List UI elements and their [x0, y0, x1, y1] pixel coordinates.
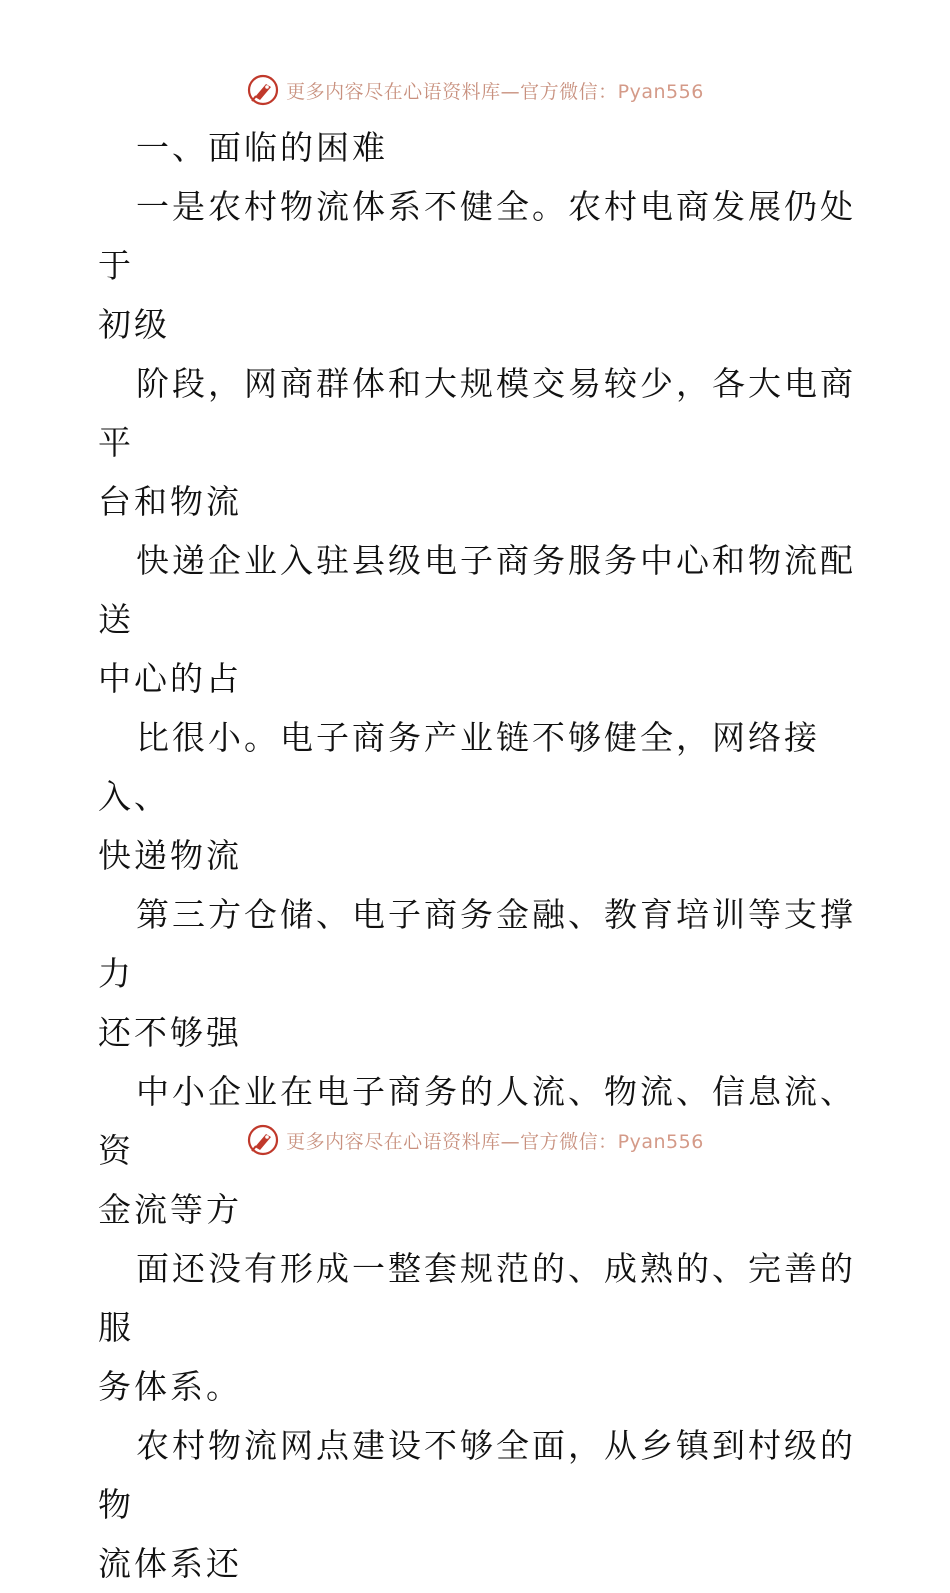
- header-watermark: [0, 70, 950, 110]
- watermark-handle: Pyan556: [617, 80, 704, 103]
- paragraph-line: 比很小。电子商务产业链不够健全，网络接入、 快递物流: [98, 718, 820, 875]
- document-body: [98, 118, 858, 1593]
- paragraph-line: 快递企业入驻县级电子商务服务中心和物流配送 中心的占: [98, 541, 856, 698]
- watermark-label: 更多内容尽在心语资料库—官方微信：: [286, 80, 618, 103]
- watermark-label: 更多内容尽在心语资料库—官方微信：: [286, 1130, 618, 1153]
- paragraph-line: 阶段，网商群体和大规模交易较少，各大电商平 台和物流: [98, 364, 856, 521]
- watermark-text: [286, 1127, 704, 1154]
- watermark-handle: Pyan556: [617, 1130, 704, 1153]
- pen-nib-logo-icon: [246, 73, 280, 107]
- footer-watermark: [0, 1120, 950, 1160]
- pen-nib-logo-icon: [246, 1123, 280, 1157]
- watermark-text: [286, 77, 704, 104]
- paragraph-line: 第三方仓储、电子商务金融、教育培训等支撑力 还不够强: [98, 895, 856, 1052]
- paragraph-line: 农村物流网点建设不够全面，从乡镇到村级的物 流体系还: [98, 1426, 856, 1583]
- paragraph-line: 面还没有形成一整套规范的、成熟的、完善的服 务体系。: [98, 1249, 856, 1406]
- paragraph-line: 中小企业在电子商务的人流、物流、信息流、资 金流等方: [98, 1072, 856, 1229]
- section-heading: 一、面临的困难: [136, 128, 388, 167]
- paragraph-line: 一是农村物流体系不健全。农村电商发展仍处于 初级: [98, 187, 856, 344]
